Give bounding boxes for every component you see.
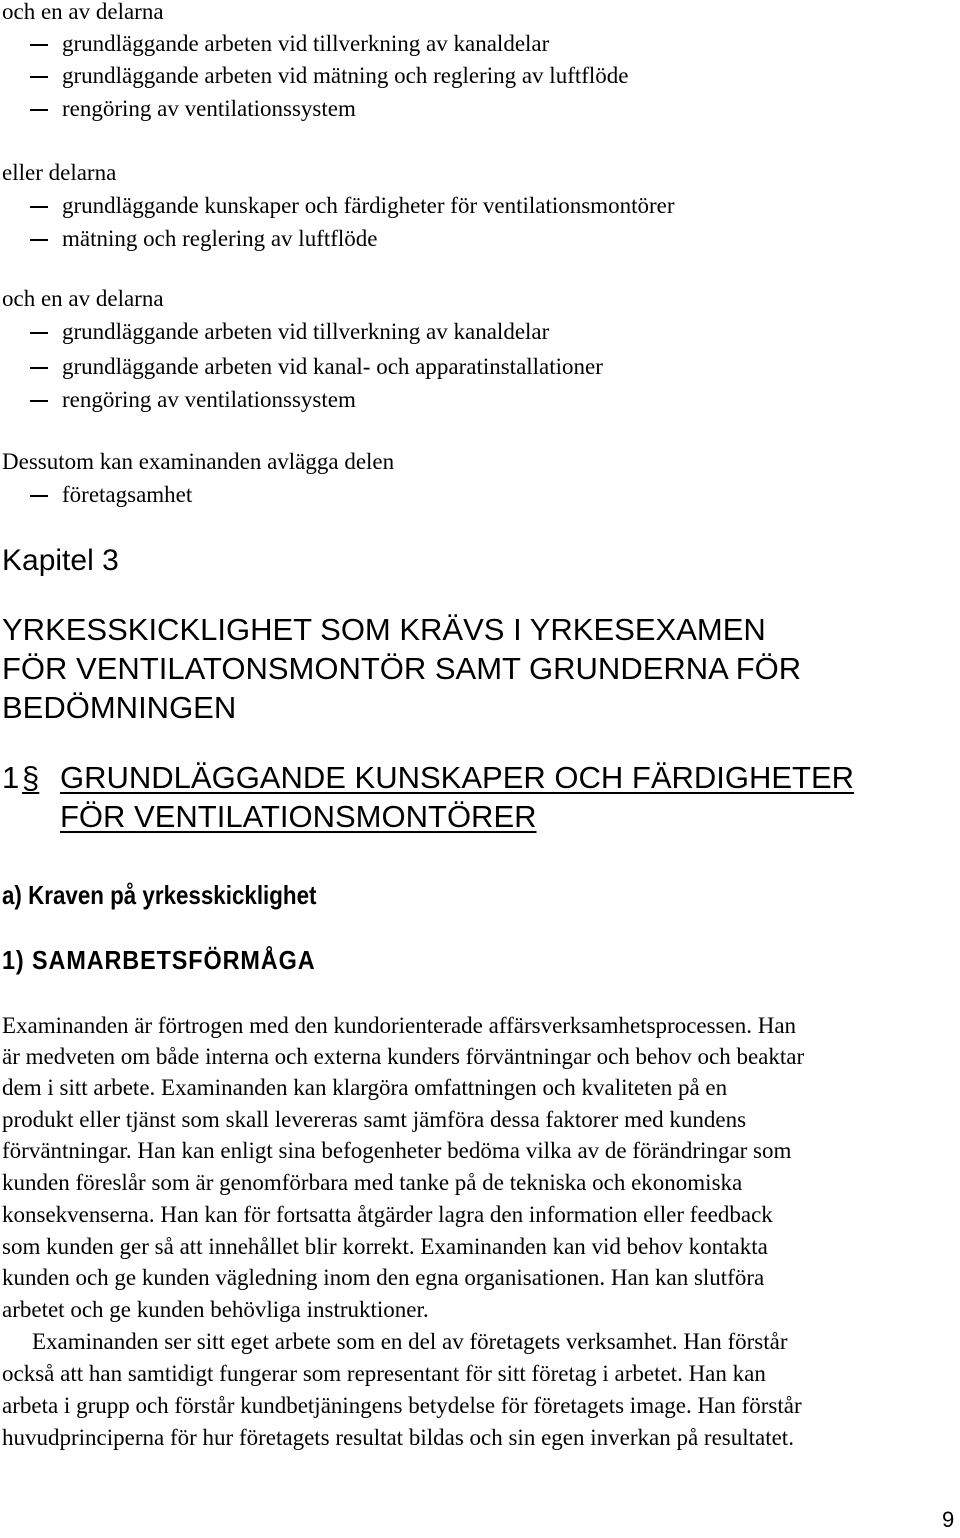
group-label: och en av delarna [2,0,164,24]
paragraph-line: Examinanden ser sitt eget arbete som en del av företagets verksamhet. Han förstår [32,1329,788,1354]
chapter-title: Kapitel 3 [2,544,119,577]
paragraph-line: Examinanden är förtrogen med den kundorienterade affärsverksamhetsprocessen. Han [2,1013,797,1038]
paragraph-line: konsekvenserna. Han kan för fortsatta åtgärder lagra den information eller feedback [2,1202,773,1227]
dash-bullet-icon [30,76,48,78]
paragraph-line: kunden och ge kunden vägledning inom den egna organisationen. Han kan slutföra [2,1265,765,1290]
dash-bullet-icon [30,367,48,369]
list-item: grundläggande arbeten vid kanal- och apparatinstallationer [0,351,603,383]
paragraph-line: dem i sitt arbete. Examinanden kan klargöra omfattningen och kvaliteten på en [2,1075,728,1100]
paragraph-line: också att han samtidigt fungerar som representant för sitt företag i arbetet. Han kan [2,1361,766,1386]
main-heading-line: YRKESSKICKLIGHET SOM KRÄVS I YRKESEXAMEN [2,612,766,647]
dash-bullet-icon [30,109,48,111]
paragraph-line: kunden föreslår som är genomförbara med tanke på de tekniska och ekonomiska [2,1170,743,1195]
group-label: och en av delarna [2,286,164,311]
paragraph-line: som kunden ger så att innehållet blir korrekt. Examinanden kan vid behov kontakta [2,1234,768,1259]
paragraph-line: arbeta i grupp och förstår kundbetjäningens betydelse för företagets image. Han förstår [2,1393,802,1418]
section-title-line: GRUNDLÄGGANDE KUNSKAPER OCH FÄRDIGHETER [60,760,855,795]
section-title-line: FÖR VENTILATIONSMONTÖRER [60,799,537,834]
list-item: rengöring av ventilationssystem [0,93,356,125]
sub-heading: 1) SAMARBETSFÖRMÅGA [2,945,316,975]
dash-bullet-icon [30,239,48,241]
list-item: grundläggande kunskaper och färdigheter för ventilationsmontörer [0,190,675,222]
list-item: grundläggande arbeten vid mätning och reglering av luftflöde [0,60,629,92]
requirements-heading: a) Kraven på yrkesskicklighet [2,880,317,910]
dash-bullet-icon [30,332,48,334]
dash-bullet-icon [30,206,48,208]
page-number: 9 [942,1507,955,1532]
section-number: 1 [2,760,20,795]
group-label: Dessutom kan examinanden avlägga delen [2,449,395,474]
paragraph-line: produkt eller tjänst som skall levereras samt jämföra dessa faktorer med kundens [2,1107,747,1132]
group-label: eller delarna [2,160,117,185]
list-item: företagsamhet [0,479,192,511]
main-heading-line: BEDÖMNINGEN [2,690,237,725]
paragraph-line: huvudprinciperna för hur företagets resultat bildas och sin egen inverkan på resultatet. [2,1425,794,1450]
dash-bullet-icon [30,495,48,497]
paragraph-line: är medveten om både interna och externa kunders förväntningar och behov och beaktar [2,1044,805,1069]
paragraph-line: förväntningar. Han kan enligt sina befogenheter bedöma vilka av de förändringar som [2,1138,792,1163]
paragraph-line: arbetet och ge kunden behövliga instruktioner. [2,1297,429,1322]
main-heading-line: FÖR VENTILATONSMONTÖR SAMT GRUNDERNA FÖR [2,651,802,686]
dash-bullet-icon [30,400,48,402]
section-sign-icon: § [22,760,40,795]
list-item: grundläggande arbeten vid tillverkning av kanaldelar [0,316,549,348]
list-item: grundläggande arbeten vid tillverkning av kanaldelar [0,28,549,60]
list-item: mätning och reglering av luftflöde [0,223,378,255]
dash-bullet-icon [30,44,48,46]
list-item: rengöring av ventilationssystem [0,384,356,416]
